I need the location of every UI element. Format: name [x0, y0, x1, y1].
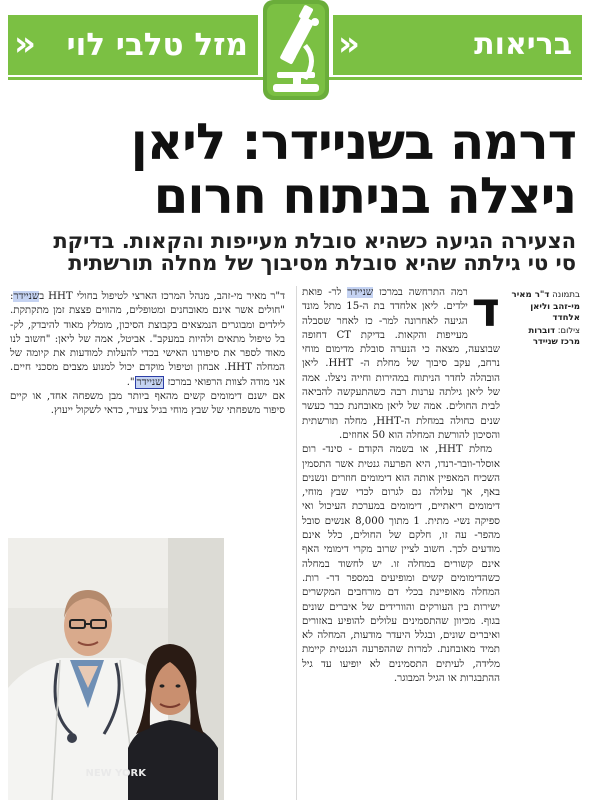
photo-credit-name: דוברות מרכז שניידר [528, 324, 580, 346]
drop-cap: ד [471, 282, 500, 338]
author-arrows-icon: « [14, 24, 36, 64]
shirt-text: NEW YORK [85, 768, 146, 779]
photo-caption [510, 290, 580, 348]
column-divider [296, 286, 297, 800]
headline-line-1: דרמה בשניידר: ליאן [130, 113, 576, 171]
subheadline-line-2: סי טי גילתה שהיא סובלת מסיבוך של מחלה תורשתית [68, 251, 576, 275]
photo-credit [510, 325, 580, 348]
microscope-icon [263, 0, 329, 100]
article-paragraph-1 [302, 282, 500, 443]
article-paragraph-3 [10, 290, 285, 390]
caption-names: ד"ר מאיר מי-זהב וליאן אלחדד [511, 290, 580, 323]
highlighted-word: שניידר [347, 287, 374, 298]
para3-text-b: : "חולים אשר אינם מאובחנים ומטופלים, מהווים פצצת זמן מתקתקת. לילדים ומבוגרים הנמצאים בקבוצת הסיכון, מומלץ מאוד להיבדק, לק- בל טיפול מתאים ולהיות במעקב". אביטל, אמה של ליאן: "חשוב לנו מאוד לספר את סיפורנו האישי בכדי להעלות למודעות את קיומה של המחלה HHT. אבחון וטיפול מוקדם יכול למנוע מצבים מסכני חיים. אני מודה לצוות הרפואי במרכז [10, 291, 285, 388]
section-arrows-icon: « [338, 24, 360, 64]
section-label: בריאות [474, 27, 572, 62]
section-banner [0, 0, 590, 100]
headline-line-2: ניצלה בניתוח חרום [153, 167, 576, 225]
author-name: מזל טלבי לוי [66, 27, 248, 63]
doctor-and-patient-photo [8, 538, 224, 800]
caption-prefix: בתמונה [549, 290, 580, 300]
highlighted-word: שניידר [13, 291, 40, 302]
photo-credit-prefix: צילום: [555, 324, 580, 335]
article-column-left [10, 290, 285, 419]
article-paragraph-4: אם ישנם דימומים קשים מהאף ביותר מבן משפחה אחד, או קיים סיפור משפחתי של שבץ מוחי בגיל צעיר, כדאי לשקול ייעוץ. [10, 391, 285, 417]
subheadline-line-1: הצעירה הגיעה כשהיא סובלת מעייפות והקאות. בדיקת [53, 229, 576, 253]
para1-text-a: רמה התרחשה במרכז [373, 287, 468, 298]
para3-text-a: ד"ר מאיר מי-זהב, מנהל המרכז הארצי לטיפול בחולי HHT ב [39, 291, 285, 302]
highlighted-word-boxed: שניידר [136, 376, 163, 388]
article-column-middle [302, 282, 500, 686]
article-paragraph-2: מחלת HHT, או בשמה הקודם - סינד- רום אוסלר-וובר-רנדו, היא הפרעה גנטית אשר התסמין השכיח המאפיין אותה הוא דימומים חוזרים ונשנים באף, אך עלולה גם לגרום לכדי שבץ מוחי, דימומים ריאתיים, דימומים במערכת העיכול ואי ספיקה נשי- מתית. 1 מתוך 8,000 אנשים סובל מהפר- עה זו, חלקם של החולים, כלל אינם מודעים לכך. חשוב לציין שרוב מקרי דימומי האף אינם קשורים במחלה זו. יש לחשוד במחלה כשהדימומים קשים ומופיעים במספר דר- רות. המחלה מאופיינת בכלי דם מורחבים המקשרים ישירות בין העורקים והוורידים של איברים שונים בגוף. מכיוון שהתסמינים עלולים להופיע באזורים ואיברים שונים, ובגלל היעדר מודעות, המחלה לא תמיד מאובחנת. למרות שההפרעה הגנטית קיימת מלידה, לעיתים התסמינים לא יופיעו עד גיל ההתבגרות או הגיל המבוגר. [302, 444, 500, 685]
para1-text-b: לר- פואת ילדים. ליאן אלחדד בת ה-15 מתל מונד הגיעה לאחרונה למר- כז לאחר שסבלה מעייפות והקאות. בדיקת CT דחופה שבוצעה, מצאה כי הנערה סובלת מדימום מוחי נרחב, עקב סיבוך של מחלת ה- HHT. ליאן הובהלה לחדר הניתוח במהירות וחייה ניצלו. אמה של ליאן גילתה ערנות רבה כשהתעקשה להביאה לבית החולים. אמה של ליאן מאובחנת כבר כעשר שנים כחולה במחלת ה-HHT, מחלה תורשתית והסיכון להורשת המחלה הוא 50 אחוזים. [302, 287, 500, 441]
para3-text-c: ". [126, 376, 135, 388]
